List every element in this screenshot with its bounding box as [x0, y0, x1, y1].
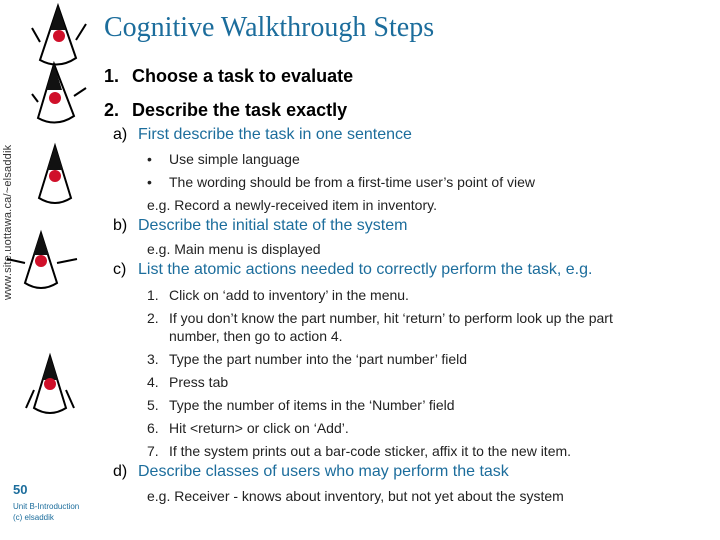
step-number: 1. [104, 66, 120, 86]
page-number: 50 [13, 482, 28, 497]
substep-text: Describe classes of users who may perform the task [138, 463, 509, 480]
action-number: 1. [147, 287, 159, 303]
substep-letter: d) [113, 463, 128, 480]
footer-copyright: (c) elsaddik [13, 513, 54, 522]
action-item [0, 420, 720, 440]
action-number: 7. [147, 443, 159, 459]
substep-c [113, 261, 592, 279]
vertical-site-url: www.site.uottawa.ca/~elsaddik [2, 144, 14, 300]
example-text: e.g. Main menu is displayed [147, 241, 321, 257]
bullet-icon: • [147, 174, 152, 190]
substep-text: List the atomic actions needed to correctly perform the task, e.g. [138, 261, 593, 278]
bullet-item [0, 174, 720, 194]
action-text: If the system prints out a bar-code sticker, affix it to the new item. [169, 443, 572, 459]
action-item [0, 443, 720, 463]
action-text: Click on ‘add to inventory’ in the menu. [169, 287, 409, 303]
action-number: 5. [147, 397, 159, 413]
slide-title: Cognitive Walkthrough Steps [104, 12, 435, 43]
bullet-text: The wording should be from a first-time user’s point of view [169, 174, 535, 190]
action-text: Type the number of items in the ‘Number’ field [169, 397, 455, 413]
action-text-continued: number, then go to action 4. [169, 328, 343, 344]
substep-letter: c) [113, 261, 127, 278]
bullet-item [0, 151, 720, 171]
step-1 [104, 66, 353, 87]
step-number: 2. [104, 100, 120, 120]
substep-letter: b) [113, 217, 128, 234]
footer-text [13, 501, 79, 523]
action-item [0, 287, 720, 307]
duke-mascot-icon [5, 225, 80, 295]
action-text: Type the part number into the ‘part number’ field [169, 351, 468, 367]
example-text: e.g. Receiver - knows about inventory, but not yet about the system [147, 488, 564, 504]
duke-mascot-icon [30, 60, 90, 130]
action-item [0, 374, 720, 394]
action-number: 4. [147, 374, 159, 390]
substep-letter: a) [113, 126, 128, 143]
substep-text: First describe the task in one sentence [138, 126, 412, 143]
action-number: 6. [147, 420, 159, 436]
action-text: Press tab [169, 374, 229, 390]
action-number: 2. [147, 310, 159, 326]
substep-a [113, 126, 412, 144]
action-number: 3. [147, 351, 159, 367]
footer-unit: Unit B-Introduction [13, 502, 80, 511]
action-text: Hit <return> or click on ‘Add’. [169, 420, 349, 436]
action-item [0, 310, 720, 350]
bullet-text: Use simple language [169, 151, 300, 167]
action-text: If you don’t know the part number, hit ‘return’ to perform look up the part [169, 310, 613, 326]
step-text: Choose a task to evaluate [132, 66, 354, 86]
step-2 [104, 100, 347, 121]
bullet-icon: • [147, 151, 152, 167]
substep-d [113, 463, 509, 481]
step-text: Describe the task exactly [132, 100, 348, 120]
action-item [0, 351, 720, 371]
substep-text: Describe the initial state of the system [138, 217, 408, 234]
action-item [0, 397, 720, 417]
substep-b [113, 217, 407, 235]
example-text: e.g. Record a newly-received item in inventory. [147, 197, 437, 213]
